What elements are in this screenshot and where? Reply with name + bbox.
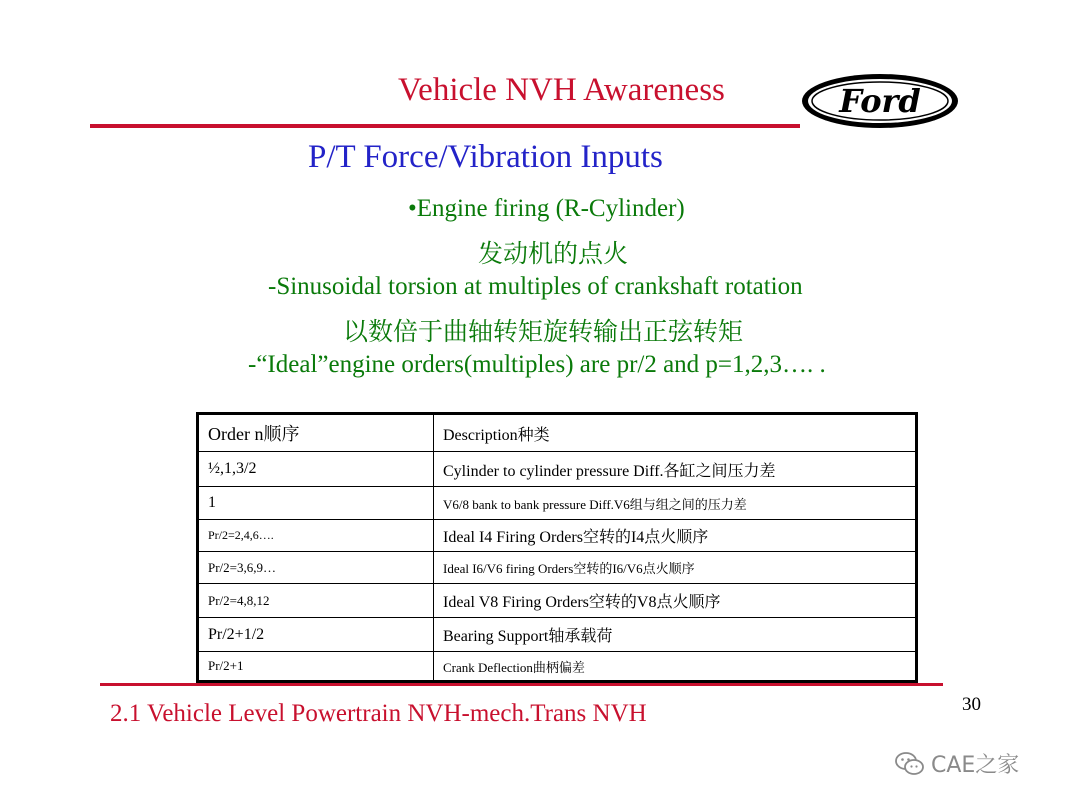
table-row [198, 487, 917, 520]
description-cell: Ideal I4 Firing Orders空转的I4点火顺序 [434, 520, 917, 552]
bullet-engine-firing: •Engine firing (R-Cylinder) [408, 195, 685, 222]
engine-order-table [196, 412, 918, 683]
table-row [198, 618, 917, 652]
order-cell: Pr/2=2,4,6…. [198, 520, 434, 552]
order-cell: Pr/2=4,8,12 [198, 584, 434, 618]
bullet-sinusoidal-torsion: -Sinusoidal torsion at multiples of crankshaft rotation [268, 273, 803, 300]
header-divider [90, 124, 800, 128]
header-description: Description种类 [434, 414, 917, 452]
footer-divider [100, 683, 943, 686]
description-cell: V6/8 bank to bank pressure Diff.V6组与组之间的压力差 [434, 487, 917, 520]
ford-logo-text: Ford [839, 82, 921, 120]
order-cell: Pr/2=3,6,9… [198, 552, 434, 584]
wechat-icon [895, 751, 925, 777]
table-row [198, 520, 917, 552]
table-header-row [198, 414, 917, 452]
footer-section-title: 2.1 Vehicle Level Powertrain NVH-mech.Trans NVH [110, 700, 647, 727]
header-order: Order n顺序 [198, 414, 434, 452]
order-cell: ½,1,3/2 [198, 452, 434, 487]
bullet-sinusoidal-torsion-cn: 以数倍于曲轴转矩旋转输出正弦转矩 [343, 317, 744, 346]
table-row [198, 652, 917, 682]
table-row [198, 452, 917, 487]
watermark-text: CAE之家 [931, 753, 1020, 778]
description-cell: Crank Deflection曲柄偏差 [434, 652, 917, 682]
description-cell: Ideal V8 Firing Orders空转的V8点火顺序 [434, 584, 917, 618]
order-cell: Pr/2+1 [198, 652, 434, 682]
slide-subtitle: P/T Force/Vibration Inputs [308, 139, 663, 175]
watermark [895, 748, 1019, 779]
order-cell: 1 [198, 487, 434, 520]
description-cell: Ideal I6/V6 firing Orders空转的I6/V6点火顺序 [434, 552, 917, 584]
page-number: 30 [962, 694, 981, 715]
order-cell: Pr/2+1/2 [198, 618, 434, 652]
description-cell: Bearing Support轴承载荷 [434, 618, 917, 652]
bullet-engine-firing-cn: 发动机的点火 [478, 239, 629, 268]
header-title: Vehicle NVH Awareness [398, 72, 725, 108]
description-cell: Cylinder to cylinder pressure Diff.各缸之间压力差 [434, 452, 917, 487]
table-row [198, 552, 917, 584]
bullet-ideal-orders: -“Ideal”engine orders(multiples) are pr/2 and p=1,2,3…. . [248, 351, 826, 378]
table-row [198, 584, 917, 618]
ford-logo [800, 72, 960, 130]
